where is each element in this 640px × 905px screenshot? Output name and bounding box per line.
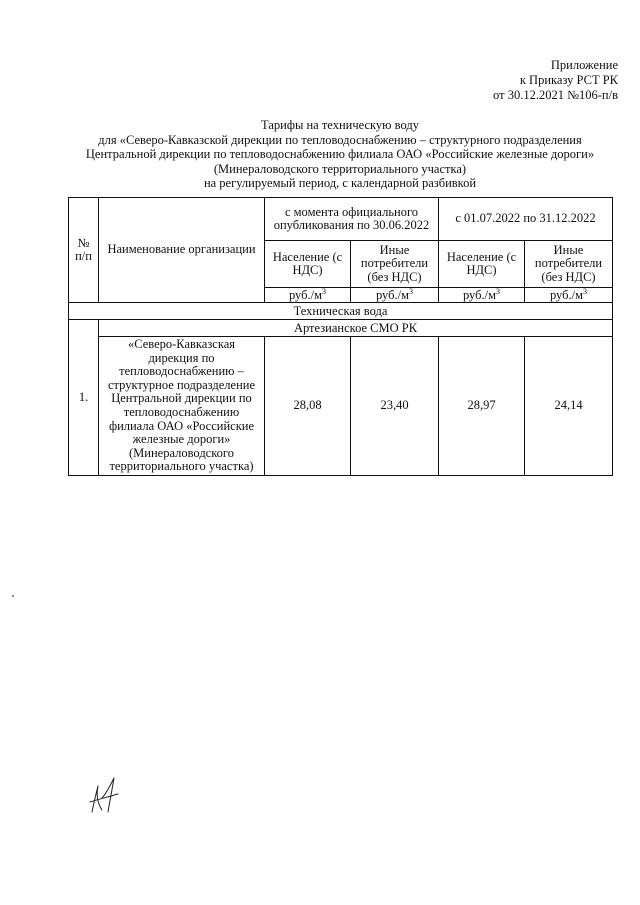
col-number-header: № п/п — [69, 198, 99, 303]
unit-sup: 3 — [322, 286, 327, 296]
unit-sup: 3 — [583, 286, 588, 296]
p1-other-header: Иные потребители (без НДС) — [351, 241, 439, 288]
p1-population-header: Население (с НДС) — [265, 241, 351, 288]
title-line-1: Тарифы на техническую воду — [261, 118, 419, 132]
unit-text: руб./м — [375, 288, 410, 302]
col-org-header: Наименование организации — [99, 198, 265, 303]
tariff-table — [68, 197, 613, 476]
unit-sup: 3 — [409, 286, 414, 296]
p1-other-value: 23,40 — [351, 337, 439, 476]
period-1-header: с момента официального опубликования по 30.06.2022 — [265, 198, 439, 241]
unit-text: руб./м — [549, 288, 584, 302]
title-line-4: (Минераловодского территориального участка) — [213, 161, 467, 176]
appendix-line-2: к Приказу РСТ РК — [519, 73, 618, 87]
unit-cell — [439, 288, 525, 303]
p1-population-value: 28,08 — [265, 337, 351, 476]
unit-sup: 3 — [496, 286, 501, 296]
row-number: 1. — [69, 320, 99, 476]
section-title: Техническая вода — [69, 303, 613, 320]
unit-cell — [525, 288, 613, 303]
appendix-block — [493, 58, 618, 103]
table-header-row — [69, 198, 613, 241]
appendix-line-1: Приложение — [550, 58, 618, 72]
p2-population-header: Население (с НДС) — [439, 241, 525, 288]
title-line-5: на регулируемый период, с календарной разбивкой — [203, 176, 477, 190]
unit-cell — [265, 288, 351, 303]
subsection-row — [69, 320, 613, 337]
document-title — [60, 118, 620, 191]
p2-population-value: 28,97 — [439, 337, 525, 476]
table-row — [69, 337, 613, 476]
period-2-header: с 01.07.2022 по 31.12.2022 — [439, 198, 613, 241]
org-name: «Северо-Кавказская дирекция по тепловодоснабжению – структурное подразделение Центральной дирекции по тепловодоснабжению филиала ОАО «Российские железные дороги» (Минераловодского территориального участка) — [99, 337, 265, 476]
section-row — [69, 303, 613, 320]
subsection-title: Артезианское СМО РК — [99, 320, 613, 337]
title-line-3: Центральной дирекции по тепловодоснабжению филиала ОАО «Российские железные дороги» — [85, 147, 595, 161]
unit-text: руб./м — [462, 288, 497, 302]
signature-mark — [84, 772, 124, 818]
scan-speck — [12, 595, 14, 597]
unit-cell — [351, 288, 439, 303]
p2-other-value: 24,14 — [525, 337, 613, 476]
appendix-line-3: от 30.12.2021 №106-п/в — [493, 88, 618, 102]
unit-text: руб./м — [288, 288, 323, 302]
p2-other-header: Иные потребители (без НДС) — [525, 241, 613, 288]
title-line-2: для «Северо-Кавказской дирекции по тепловодоснабжению – структурного подразделения — [98, 132, 582, 147]
